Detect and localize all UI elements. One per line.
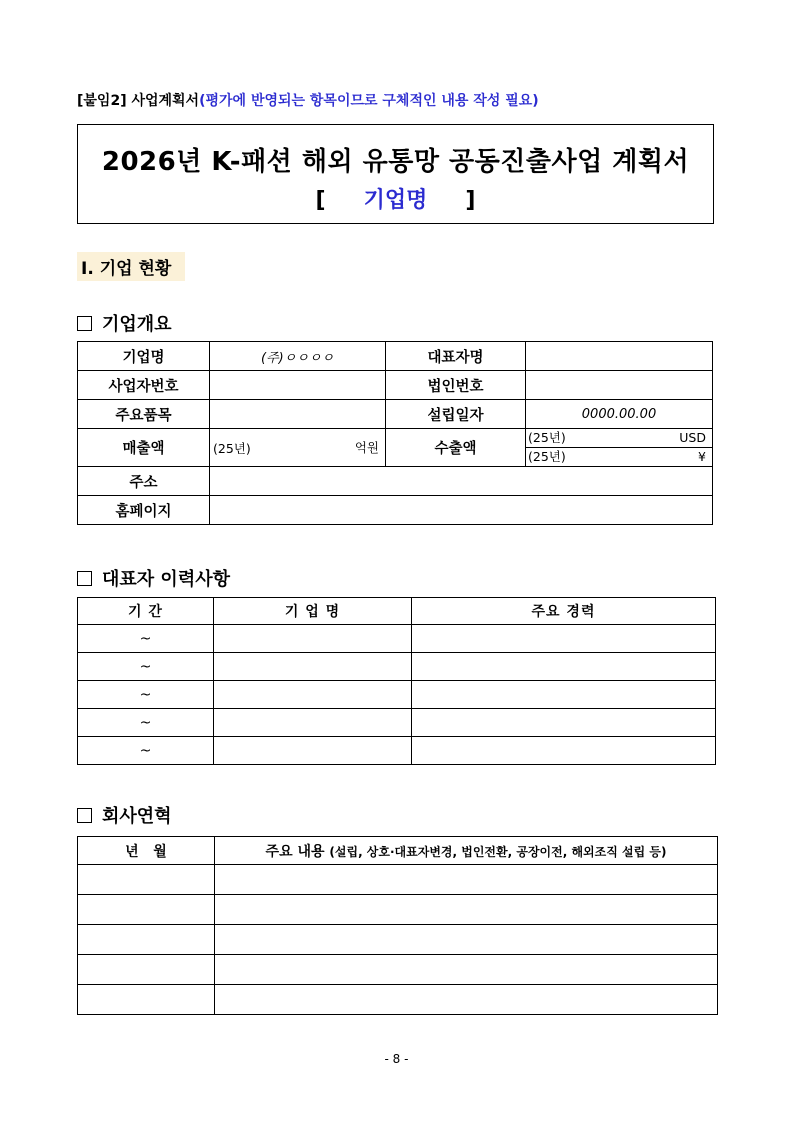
founded-value[interactable]: 0000.00.00	[526, 400, 713, 429]
export-year-yen: (25년)	[528, 449, 566, 464]
company-overview-table	[77, 341, 713, 525]
checkbox-square-icon	[77, 316, 92, 331]
table-row	[78, 371, 713, 400]
company-cell[interactable]	[214, 737, 412, 765]
content-cell[interactable]	[215, 925, 718, 955]
attachment-label: [붙임2] 사업계획서	[77, 93, 200, 109]
table-row	[78, 865, 718, 895]
career-cell[interactable]	[412, 625, 716, 653]
table-row	[78, 625, 716, 653]
table-row	[78, 400, 713, 429]
corpno-label: 법인번호	[386, 371, 526, 400]
exports-label: 수출액	[386, 429, 526, 467]
checkbox-square-icon	[77, 571, 92, 586]
company-cell[interactable]	[214, 653, 412, 681]
open-bracket: [	[315, 188, 326, 213]
overview-heading	[77, 310, 172, 336]
ceo-value[interactable]	[526, 342, 713, 371]
year-month-cell[interactable]	[78, 895, 215, 925]
section-heading: Ⅰ. 기업 현황	[77, 252, 185, 281]
homepage-value[interactable]	[210, 496, 713, 525]
overview-heading-text: 기업개요	[102, 314, 172, 335]
content-cell[interactable]	[215, 955, 718, 985]
period-cell[interactable]: ~	[78, 681, 214, 709]
products-value[interactable]	[210, 400, 386, 429]
founded-label: 설립일자	[386, 400, 526, 429]
company-cell[interactable]	[214, 625, 412, 653]
sales-year: (25년)	[213, 441, 251, 456]
ceo-history-heading-text: 대표자 이력사항	[102, 569, 230, 590]
column-header: 기 간	[78, 598, 214, 625]
table-row	[78, 925, 718, 955]
sales-unit: 억원	[354, 440, 379, 455]
page-number: - 8 -	[384, 1052, 409, 1066]
ceo-history-table	[77, 597, 716, 765]
company-label: 기업명	[78, 342, 210, 371]
column-header-year-month: 년 월	[78, 837, 215, 865]
column-header-main	[215, 837, 718, 865]
table-row	[78, 985, 718, 1015]
document-title: 2026년 K-패션 해외 유통망 공동진출사업 계획서	[101, 147, 690, 177]
corpno-value[interactable]	[526, 371, 713, 400]
content-cell[interactable]	[215, 865, 718, 895]
column-header: 주요 경력	[412, 598, 716, 625]
homepage-label: 홈페이지	[78, 496, 210, 525]
table-row	[78, 895, 718, 925]
year-month-cell[interactable]	[78, 865, 215, 895]
close-bracket: ]	[465, 188, 476, 213]
main-content-label: 주요 내용	[265, 843, 325, 860]
table-header-row	[78, 837, 718, 865]
career-cell[interactable]	[412, 681, 716, 709]
company-history-heading-text: 회사연혁	[102, 806, 172, 827]
attachment-note: (평가에 반영되는 항목이므로 구체적인 내용 작성 필요)	[199, 93, 539, 109]
table-row	[78, 681, 716, 709]
products-label: 주요품목	[78, 400, 210, 429]
content-cell[interactable]	[215, 895, 718, 925]
company-cell[interactable]	[214, 709, 412, 737]
title-box	[77, 124, 714, 224]
company-cell[interactable]	[214, 681, 412, 709]
ceo-history-heading	[77, 565, 230, 591]
table-row	[78, 737, 716, 765]
company-name-line	[78, 183, 713, 214]
column-header: 기 업 명	[214, 598, 412, 625]
exports-value[interactable]	[526, 429, 713, 467]
sales-label: 매출액	[78, 429, 210, 467]
period-cell[interactable]: ~	[78, 625, 214, 653]
table-row	[78, 709, 716, 737]
content-cell[interactable]	[215, 985, 718, 1015]
bizno-value[interactable]	[210, 371, 386, 400]
year-month-cell[interactable]	[78, 925, 215, 955]
career-cell[interactable]	[412, 737, 716, 765]
year-month-cell[interactable]	[78, 985, 215, 1015]
year-month-cell[interactable]	[78, 955, 215, 985]
table-row	[78, 342, 713, 371]
bizno-label: 사업자번호	[78, 371, 210, 400]
period-cell[interactable]: ~	[78, 709, 214, 737]
company-history-heading	[77, 802, 172, 828]
table-row	[78, 467, 713, 496]
checkbox-square-icon	[77, 808, 92, 823]
table-row	[78, 653, 716, 681]
period-cell[interactable]: ~	[78, 737, 214, 765]
export-unit-yen: ¥	[698, 449, 706, 464]
attachment-header	[77, 90, 539, 110]
address-label: 주소	[78, 467, 210, 496]
period-cell[interactable]: ~	[78, 653, 214, 681]
table-row	[78, 496, 713, 525]
address-value[interactable]	[210, 467, 713, 496]
table-row	[78, 429, 713, 467]
sales-value[interactable]	[210, 429, 386, 467]
table-row	[78, 955, 718, 985]
export-year-usd: (25년)	[528, 430, 566, 445]
company-name-placeholder: 기업명	[363, 188, 428, 213]
table-header-row	[78, 598, 716, 625]
career-cell[interactable]	[412, 709, 716, 737]
export-unit-usd: USD	[679, 430, 706, 445]
career-cell[interactable]	[412, 653, 716, 681]
ceo-label: 대표자명	[386, 342, 526, 371]
main-content-note: (설립, 상호·대표자변경, 법인전환, 공장이전, 해외조직 설립 등)	[329, 844, 667, 859]
company-value[interactable]: (주)ㅇㅇㅇㅇ	[210, 342, 386, 371]
company-history-table	[77, 836, 718, 1015]
